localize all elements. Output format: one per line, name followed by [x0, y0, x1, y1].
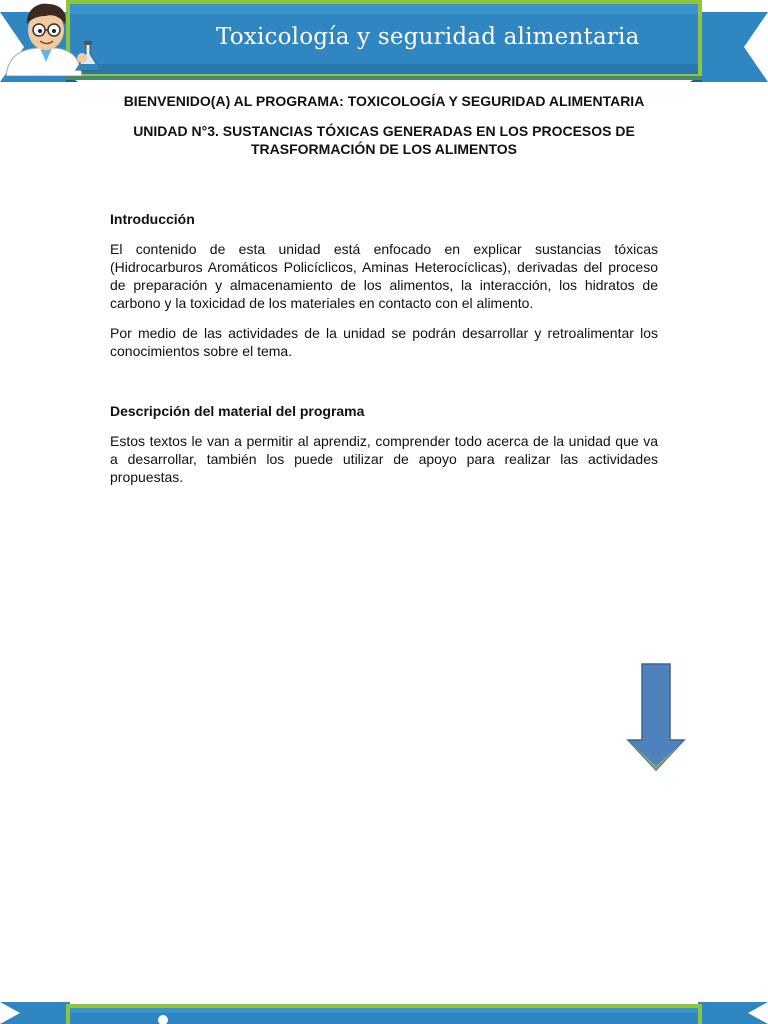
footer-ribbon — [0, 996, 768, 1024]
arrow-down-icon[interactable] — [624, 662, 688, 774]
document-body — [110, 92, 658, 486]
intro-paragraph-1: El contenido de esta unidad está enfocado en explicar sustancias tóxicas (Hidrocarburos Aromáticos Policíclicos, Aminas Heterocíclicas), derivadas del proceso de preparación y almacenamiento de los alimentos, la interacción, los hidratos de carbono y la toxicidad de los materiales en contacto con el alimento. — [110, 241, 658, 311]
header-banner — [0, 0, 768, 86]
intro-title: Introducción — [110, 211, 195, 227]
material-title: Descripción del material del programa — [110, 403, 365, 419]
scientist-mascot-icon — [0, 0, 110, 76]
welcome-heading: BIENVENIDO(A) AL PROGRAMA: TOXICOLOGÍA Y SEGURIDAD ALIMENTARIA — [123, 93, 645, 109]
unit-heading: UNIDAD N°3. SUSTANCIAS TÓXICAS GENERADAS EN LOS PROCESOS DE TRASFORMACIÓN DE LOS ALIMENTOS — [133, 123, 635, 157]
banner-title: Toxicología y seguridad alimentaria — [216, 24, 640, 50]
intro-paragraph-2: Por medio de las actividades de la unidad se podrán desarrollar y retroalimentar los conocimientos sobre el tema. — [110, 325, 658, 359]
material-paragraph-1: Estos textos le van a permitir al aprendiz, comprender todo acerca de la unidad que va a desarrollar, también los puede utilizar de apoyo para realizar las actividades propuestas. — [110, 433, 658, 485]
footer-banner — [0, 996, 768, 1024]
